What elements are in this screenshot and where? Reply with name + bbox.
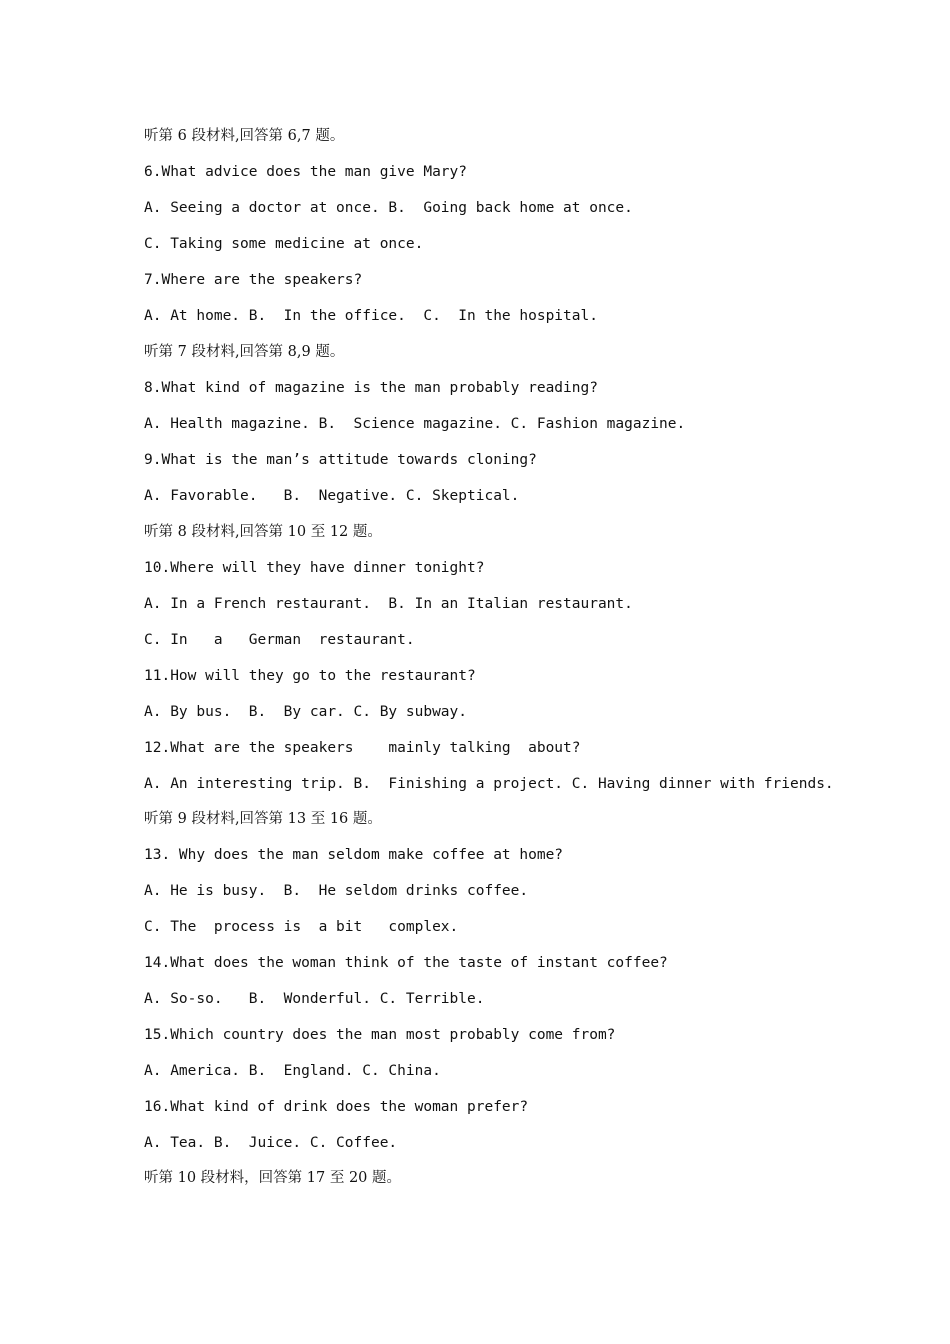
question-15: 15.Which country does the man most probably come from? xyxy=(144,1027,616,1043)
question-14: 14.What does the woman think of the taste of instant coffee? xyxy=(144,955,668,971)
question-11: 11.How will they go to the restaurant? xyxy=(144,668,476,684)
section-heading-6: 听第 6 段材料,回答第 6,7 题。 xyxy=(144,128,345,144)
options-10-ab: A. In a French restaurant. B. In an Italian restaurant. xyxy=(144,596,633,612)
section-heading-7: 听第 7 段材料,回答第 8,9 题。 xyxy=(144,344,345,360)
question-12: 12.What are the speakers mainly talking about? xyxy=(144,740,581,756)
options-11: A. By bus. B. By car. C. By subway. xyxy=(144,704,468,720)
section-heading-9: 听第 9 段材料,回答第 13 至 16 题。 xyxy=(144,811,382,827)
options-15: A. America. B. England. C. China. xyxy=(144,1063,441,1079)
options-13-ab: A. He is busy. B. He seldom drinks coffee. xyxy=(144,883,529,899)
options-6-ab: A. Seeing a doctor at once. B. Going back home at once. xyxy=(144,200,633,216)
question-9: 9.What is the man’s attitude towards cloning? xyxy=(144,452,537,468)
question-6: 6.What advice does the man give Mary? xyxy=(144,164,468,180)
options-8: A. Health magazine. B. Science magazine. C. Fashion magazine. xyxy=(144,416,686,432)
question-16: 16.What kind of drink does the woman prefer? xyxy=(144,1099,529,1115)
question-13: 13. Why does the man seldom make coffee at home? xyxy=(144,847,564,863)
options-9: A. Favorable. B. Negative. C. Skeptical. xyxy=(144,488,520,504)
options-7: A. At home. B. In the office. C. In the hospital. xyxy=(144,308,598,324)
question-10: 10.Where will they have dinner tonight? xyxy=(144,560,485,576)
options-12: A. An interesting trip. B. Finishing a project. C. Having dinner with friends. xyxy=(144,776,834,792)
options-6-c: C. Taking some medicine at once. xyxy=(144,236,424,252)
options-14: A. So-so. B. Wonderful. C. Terrible. xyxy=(144,991,485,1007)
question-8: 8.What kind of magazine is the man probably reading? xyxy=(144,380,598,396)
question-7: 7.Where are the speakers? xyxy=(144,272,363,288)
options-10-c: C. In a German restaurant. xyxy=(144,632,415,648)
options-13-c: C. The process is a bit complex. xyxy=(144,919,459,935)
section-heading-10: 听第 10 段材料，回答第 17 至 20 题。 xyxy=(144,1170,402,1186)
options-16: A. Tea. B. Juice. C. Coffee. xyxy=(144,1135,398,1151)
section-heading-8: 听第 8 段材料,回答第 10 至 12 题。 xyxy=(144,524,382,540)
